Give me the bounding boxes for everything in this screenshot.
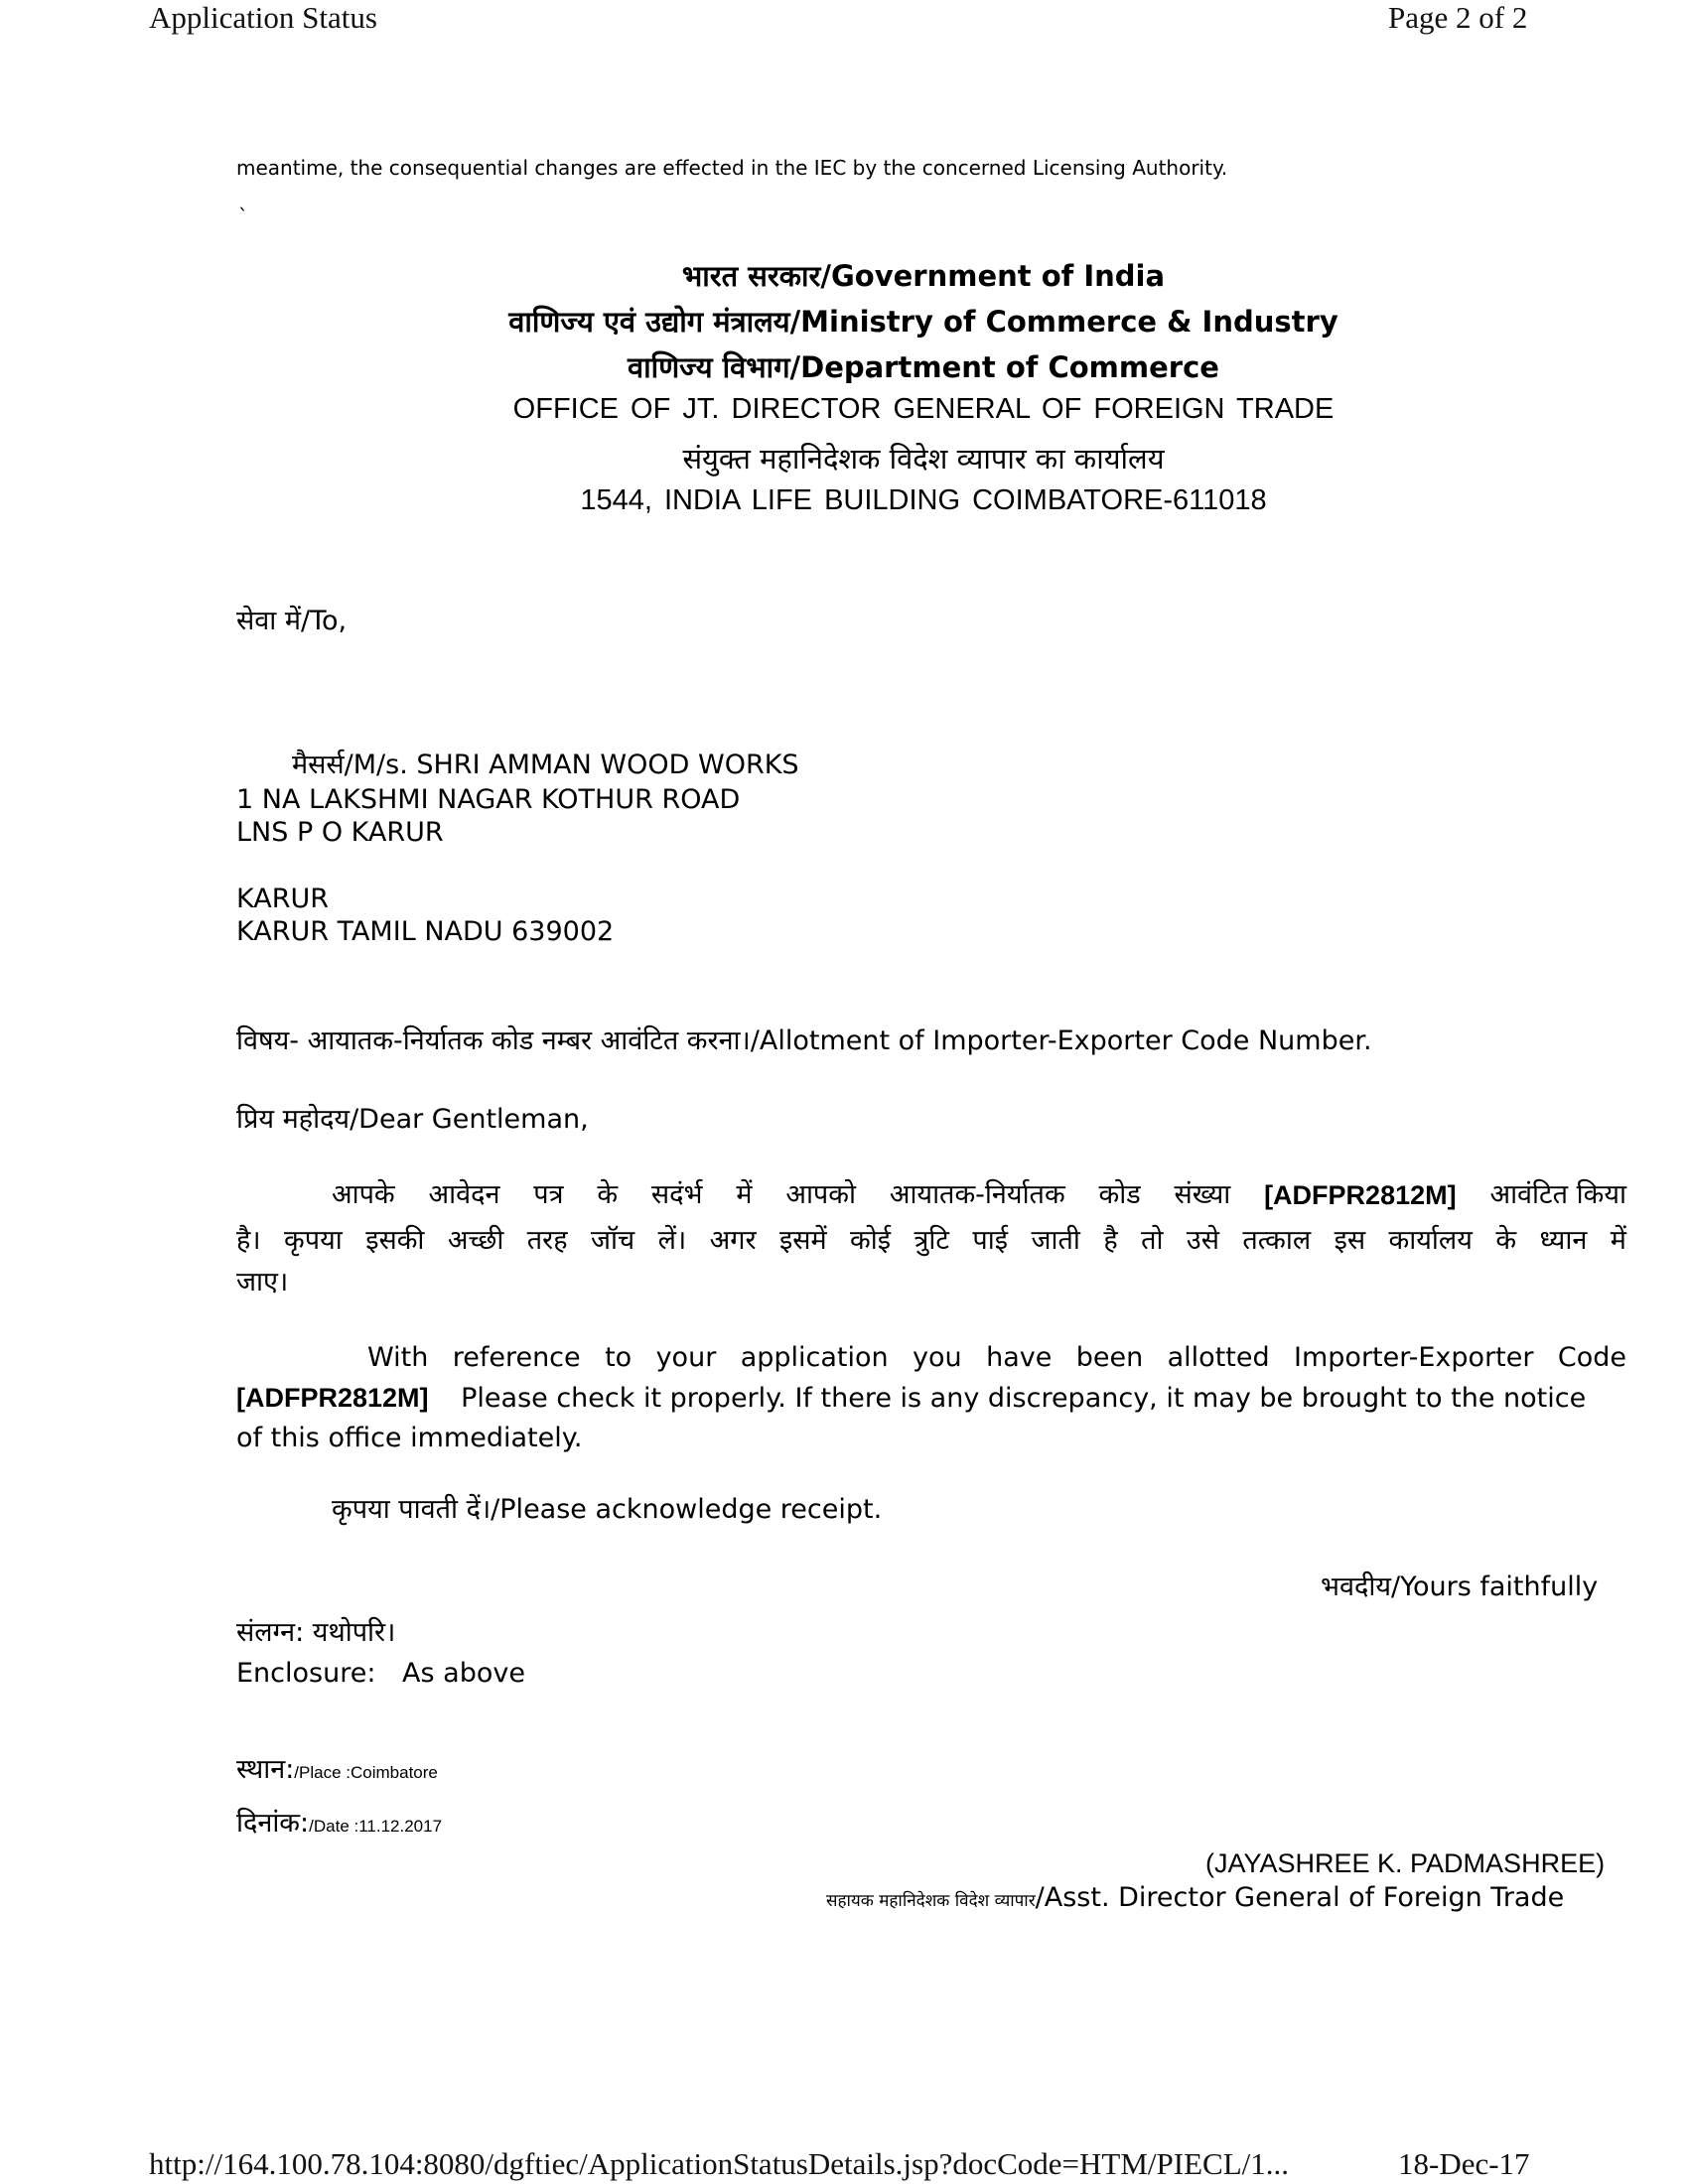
iec-code-hindi: [ADFPR2812M]	[1264, 1180, 1457, 1210]
hindi-word: इसमें	[778, 1225, 827, 1256]
hindi-word: अच्छी	[447, 1225, 504, 1256]
addressee-name: मैसर्स/M/s. SHRI AMMAN WOOD WORKS	[292, 750, 799, 780]
print-footer-url: http://164.100.78.104:8080/dgftiec/ApplicationStatusDetails.jsp?docCode=HTM/PIECL/1...	[149, 2146, 1290, 2181]
greeting: प्रिय महोदय/Dear Gentleman,	[236, 1104, 589, 1135]
english-paragraph-line-1	[236, 1338, 1626, 1378]
hindi-paragraph-line-1	[236, 1175, 1626, 1215]
english-word: you	[913, 1342, 962, 1373]
english-word: application	[740, 1342, 889, 1373]
hindi-word: है।	[236, 1225, 261, 1256]
enclosure-hindi: संलग्न: यथोपरि।	[236, 1617, 396, 1648]
hindi-word: अगर	[709, 1225, 757, 1256]
english-word: your	[655, 1342, 717, 1373]
hindi-word: है	[1103, 1225, 1118, 1256]
letterhead-government: भारत सरकार/Government of India	[681, 259, 1166, 293]
english-word: to	[605, 1342, 633, 1373]
signatory-name: (JAYASHREE K. PADMASHREE)	[1205, 1848, 1606, 1878]
hindi-word: आवंटित किया	[1489, 1179, 1626, 1210]
iec-code-english: [ADFPR2812M]	[236, 1383, 429, 1413]
letterhead-office-english: OFFICE OF JT. DIRECTOR GENERAL OF FOREIGN TRADE	[512, 393, 1335, 425]
english-word: Code	[1557, 1342, 1626, 1373]
english-word: have	[986, 1342, 1053, 1373]
hindi-word: कृपया	[284, 1225, 343, 1256]
hindi-word: के	[597, 1179, 619, 1210]
designation-hindi: सहायक महानिदेशक विदेश व्यापार	[826, 1891, 1036, 1911]
letterhead-office-hindi: संयुक्त महानिदेशक विदेश व्यापार का कार्यालय	[682, 442, 1165, 476]
hindi-word: तरह	[526, 1225, 568, 1256]
hindi-word: कार्यालय	[1388, 1225, 1473, 1256]
english-word: reference	[452, 1342, 581, 1373]
address-line-3: KARUR	[236, 884, 329, 914]
stray-mark: `	[238, 205, 248, 228]
hindi-word: कोई	[850, 1225, 892, 1256]
hindi-word: त्रुटि	[914, 1225, 949, 1256]
hindi-word: तो	[1141, 1225, 1164, 1256]
print-header-title: Application Status	[149, 0, 377, 35]
address-line-4: KARUR TAMIL NADU 639002	[236, 916, 615, 947]
hindi-word: कोड	[1098, 1179, 1141, 1210]
place-line	[236, 1749, 438, 1786]
hindi-word: लें।	[657, 1225, 687, 1256]
address-line-2: LNS P O KARUR	[236, 817, 444, 848]
print-footer-date: 18-Dec-17	[1398, 2146, 1530, 2181]
yours-faithfully: भवदीय/Yours faithfully	[1321, 1571, 1599, 1602]
english-paragraph-line-2	[236, 1378, 1626, 1419]
english-word: allotted	[1167, 1342, 1270, 1373]
designation-english: /Asst. Director General of Foreign Trade	[1035, 1882, 1565, 1913]
letterhead-ministry: वाणिज्य एवं उद्योग मंत्रालय/Ministry of Commerce & Industry	[508, 305, 1338, 339]
letterhead-address: 1544, INDIA LIFE BUILDING COIMBATORE-611018	[580, 484, 1267, 516]
place-value: /Place :Coimbatore	[294, 1763, 438, 1782]
english-word: been	[1075, 1342, 1144, 1373]
hindi-word: जॉच	[591, 1225, 635, 1256]
hindi-word: संख्या	[1174, 1179, 1231, 1210]
acknowledge-line: कृपया पावती दें।/Please acknowledge receipt.	[332, 1494, 883, 1525]
hindi-word: आपको	[785, 1179, 856, 1210]
hindi-word: उसे	[1186, 1225, 1219, 1256]
print-header-page-number: Page 2 of 2	[1388, 0, 1528, 35]
subject-line: विषय- आयातक-निर्यातक कोड नम्बर आवंटित करना।/Allotment of Importer-Exporter Code Number.	[236, 1025, 1372, 1056]
hindi-word: में	[1610, 1225, 1626, 1256]
intro-line: meantime, the consequential changes are effected in the IEC by the concerned Licensing Authority.	[236, 156, 1228, 180]
hindi-word: इस	[1334, 1225, 1366, 1256]
hindi-word: ध्यान	[1539, 1225, 1588, 1256]
date-line	[236, 1803, 442, 1840]
hindi-word: में	[736, 1179, 753, 1210]
salutation-to: सेवा में/To,	[236, 606, 348, 636]
english-word: With	[367, 1342, 429, 1373]
letterhead-department: वाणिज्य विभाग/Department of Commerce	[628, 350, 1219, 384]
hindi-word: इसकी	[365, 1225, 425, 1256]
hindi-word: आवेदन	[428, 1179, 500, 1210]
hindi-word: आयातक-निर्यातक	[889, 1179, 1065, 1210]
date-value: /Date :11.12.2017	[309, 1817, 443, 1836]
hindi-word: सदंर्भ	[650, 1179, 703, 1210]
hindi-paragraph-line-3: जाए।	[236, 1267, 289, 1297]
english-paragraph	[236, 1338, 1626, 1458]
hindi-word: जाती	[1031, 1225, 1080, 1256]
enclosure-label: Enclosure:	[236, 1658, 376, 1689]
hindi-word: आपके	[332, 1179, 395, 1210]
date-label: दिनांक:	[236, 1808, 310, 1839]
enclosure-line	[236, 1658, 525, 1689]
address-line-1: 1 NA LAKSHMI NAGAR KOTHUR ROAD	[236, 784, 741, 815]
english-paragraph-line-3: of this office immediately.	[236, 1423, 583, 1453]
hindi-word: तत्काल	[1242, 1225, 1312, 1256]
enclosure-value: As above	[402, 1658, 525, 1689]
hindi-word: के	[1495, 1225, 1517, 1256]
english-word: Importer-Exporter	[1294, 1342, 1534, 1373]
place-label: स्थान:	[236, 1754, 295, 1785]
signatory-designation	[826, 1882, 1564, 1913]
hindi-word: पत्र	[533, 1179, 564, 1210]
english-paragraph-line-2-text: Please check it properly. If there is any discrepancy, it may be brought to the notice	[461, 1383, 1587, 1414]
hindi-paragraph-line-2	[236, 1221, 1626, 1261]
hindi-word: पाई	[972, 1225, 1009, 1256]
hindi-paragraph	[236, 1175, 1626, 1302]
